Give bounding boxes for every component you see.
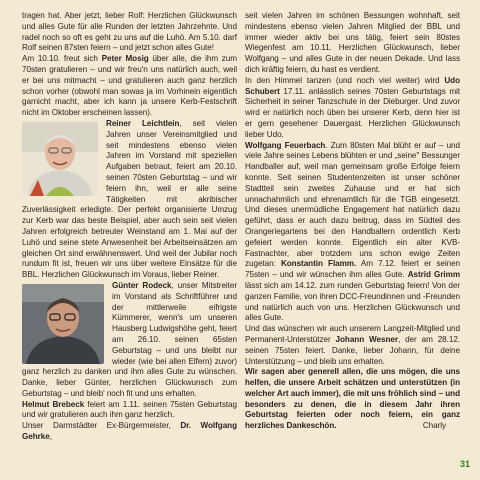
person-name: Johann Wesner [335, 334, 398, 344]
paragraph-udo-schubert [245, 76, 460, 141]
text: seit vielen Jahren im schönen Bessungen wohnhaft, seit mindestens ebenso vielen Jahren Mitglied der BBL und immer wieder aktiv bei uns tätig, feiert sein 80stes Wiegenfest am 10.11. Herzlichen Glückwunsch, lieber Wolfgang – und alles Gute in der neuen Dekade. Und lass dich kräftig feiern, du hast es verdient. [245, 11, 460, 74]
person-name: Astrid Grimm [407, 270, 460, 280]
person-name: Udo Schubert [245, 75, 460, 96]
paragraph-wolfgang-gehrke [22, 421, 237, 443]
text: , der am 28.12. seinen 75sten feiert. Danke, lieber Johann, für deine Unterstützung – und bleib uns erhalten. [245, 334, 460, 366]
left-column [22, 11, 237, 443]
person-name: Günter Rodeck [112, 280, 172, 290]
person-name: Konstantin Flamm. [280, 259, 357, 269]
text: Und das wünschen wir auch unserem Langzeit-Mitglied und Permanent-Unterstützer [245, 324, 460, 344]
paragraph-wolfgang-feuerbach [245, 141, 460, 325]
paragraph-helmut-brebeck [22, 400, 237, 422]
text: . Zum 80sten Mal blüht er auf – und viele Jahre seines Lebens blühten er und „seine" Bessunger Handballer auf, weil man gemeinsam große Erfolge feiern konnte. Seit seinen Studentenzeiten ist unser schöner Stadtteil sein zweites Zuhause und er hat sich unnachahmlich und ehrenamtlich für die TGB eingesetzt. Und dieses unermüdliche Engagement hat natürlich dazu geführt, dass er auch dazu beitrug, dass im Südteil des Orangeriegartens bei den Handballern ordentlich Kerb gefeiert werden konnte. Eigentlich ein alter KVB-Fastnachter, aber trotzdem uns schon ewige Zeiten zugetan: [245, 140, 460, 269]
page-number: 31 [459, 459, 470, 469]
text: über alle, die ihm zum 70sten gratulieren – und wir freu'n uns natürlich auch, weil er bei uns mitmacht – und gratulieren auch ganz herzlich schon vorher (obwohl man sowas ja im Vorhinein eigentlich garnicht macht, aber ich kann ja unsere Kerb-Festschrift nicht im Oktober erscheinen lassen). [22, 54, 237, 118]
paragraph-guenter-rodeck [22, 281, 237, 400]
person-name: Peter Mosig [101, 54, 149, 64]
text: Wir sagen aber generell allen, die uns mögen, die uns helfen, die unsere Arbeit schätzen und unterstützen (in welcher Art auch immer), die mit uns fröhlich sind – und besonders zu denen, die in diesem Jahr ihren Geburtstag feierten oder noch feiern, ein ganz herzliches Dankeschön. [245, 367, 460, 431]
author-signature: Charly [422, 421, 446, 431]
text: Am 7.12. feiert er seinen 75sten – und wir wünschen ihm alles Gute. [245, 259, 461, 280]
person-name: Wolfgang Feuerbach [245, 140, 326, 150]
person-name: Reiner Leichtlein [106, 118, 180, 128]
text: Am 10.10. freut sich [22, 54, 102, 64]
text: feiert am 1.11. seinen 75sten Geburtstag und wir gratulieren auch ihm ganz herzlich. [22, 399, 237, 420]
portrait-photo-guenter [22, 284, 104, 364]
text: 17.11. anlässlich seines 70sten Geburtstags mit Sicherheit in seiner Tanzschule in der Dieburger. Und zuvor wird er natürlich noch üben bei unserer Kerb, denn hier ist er gern gesehener Dauergast. Herzlichen Glückwunsch lieber Udo. [245, 86, 460, 139]
person-name: Helmut Brebeck [22, 399, 85, 409]
paragraph-rolf [22, 11, 237, 54]
paragraph-wolfgang-gehrke-cont [245, 11, 460, 76]
text: tragen hat. Aber jetzt, lieber Rolf: Herzlichen Glückwunsch und alles Gute für alle Runden der letzten Jahrzehnte. Und radel noch so oft es geht zu uns auf die Luhö. Am 5.10. darf Rolf seinen 87sten feiern – und jetzt schon alles Gute! [22, 11, 237, 53]
paragraph-peter-mosig [22, 54, 237, 119]
text: , seit vielen Jahren unser Vereinsmitglied und seit mindestens ebenso vielen Jahren im Vorstand mit speziellen Aufgaben betraut, feiert am 20.10. seinen 70sten Geburtstag – und wir feiern ihn, weil er alle seine Tätigkeiten mit akribischer Zuverlässigkeit erledigte. Der perfekt organisierte Umzug zur Kerb war das beste Beispiel, aber auch sein seit vielen Jahren erfolgreich betreuter Weinstand am 1. Mai auf der Luhö und seine stete Anwesenheit bei Arbeitseinsätzen am gleichen Ort sind erwähnenswert. Und weil der Jubilar noch rundum fit ist, freuen wir uns über weitere Einsätze für die BBL. Herzlichen Glückwunsch im Voraus, lieber Reiner. [22, 118, 238, 280]
closing-paragraph [245, 367, 460, 432]
text: Unser Darmstädter Ex-Bürgermeister, [22, 421, 181, 431]
paragraph-reiner-leichtlein [22, 119, 237, 281]
person-name: Dr. Wolfgang Gehrke [22, 421, 237, 442]
portrait-photo-reiner [22, 122, 98, 196]
text: In den Himmel tanzen (und noch viel weiter) wird [245, 75, 445, 85]
text: , unser Mitstreiter im Vorstand als Schriftführer und der mittlerweile eifrigste Kümmerer, wenn's um unseren Hausberg Ludwigshöhe geht, feiert am 26.10. seinen 65sten Geburtstag – und uns bleibt nur wieder (wie bei allen Elfern) zuvor) ganz herzlich zu danken und ihm alles Gute zu wünschen. Danke, lieber Günter, herzlichen Glückwunsch zum Geburtstag – und bleib' noch fit und uns erhalten. [22, 280, 238, 398]
text: lässt sich am 14.12. zum runden Geburtstag feiern! Von der ganzen Familie, von ihren DCC-Freundinnen und -Freunden und natürlich auch von uns. Herzlichen Glückwunsch und alles Gute. [245, 280, 460, 323]
text: , [49, 432, 52, 442]
paragraph-johann-wesner [245, 324, 460, 367]
right-column [245, 11, 460, 432]
